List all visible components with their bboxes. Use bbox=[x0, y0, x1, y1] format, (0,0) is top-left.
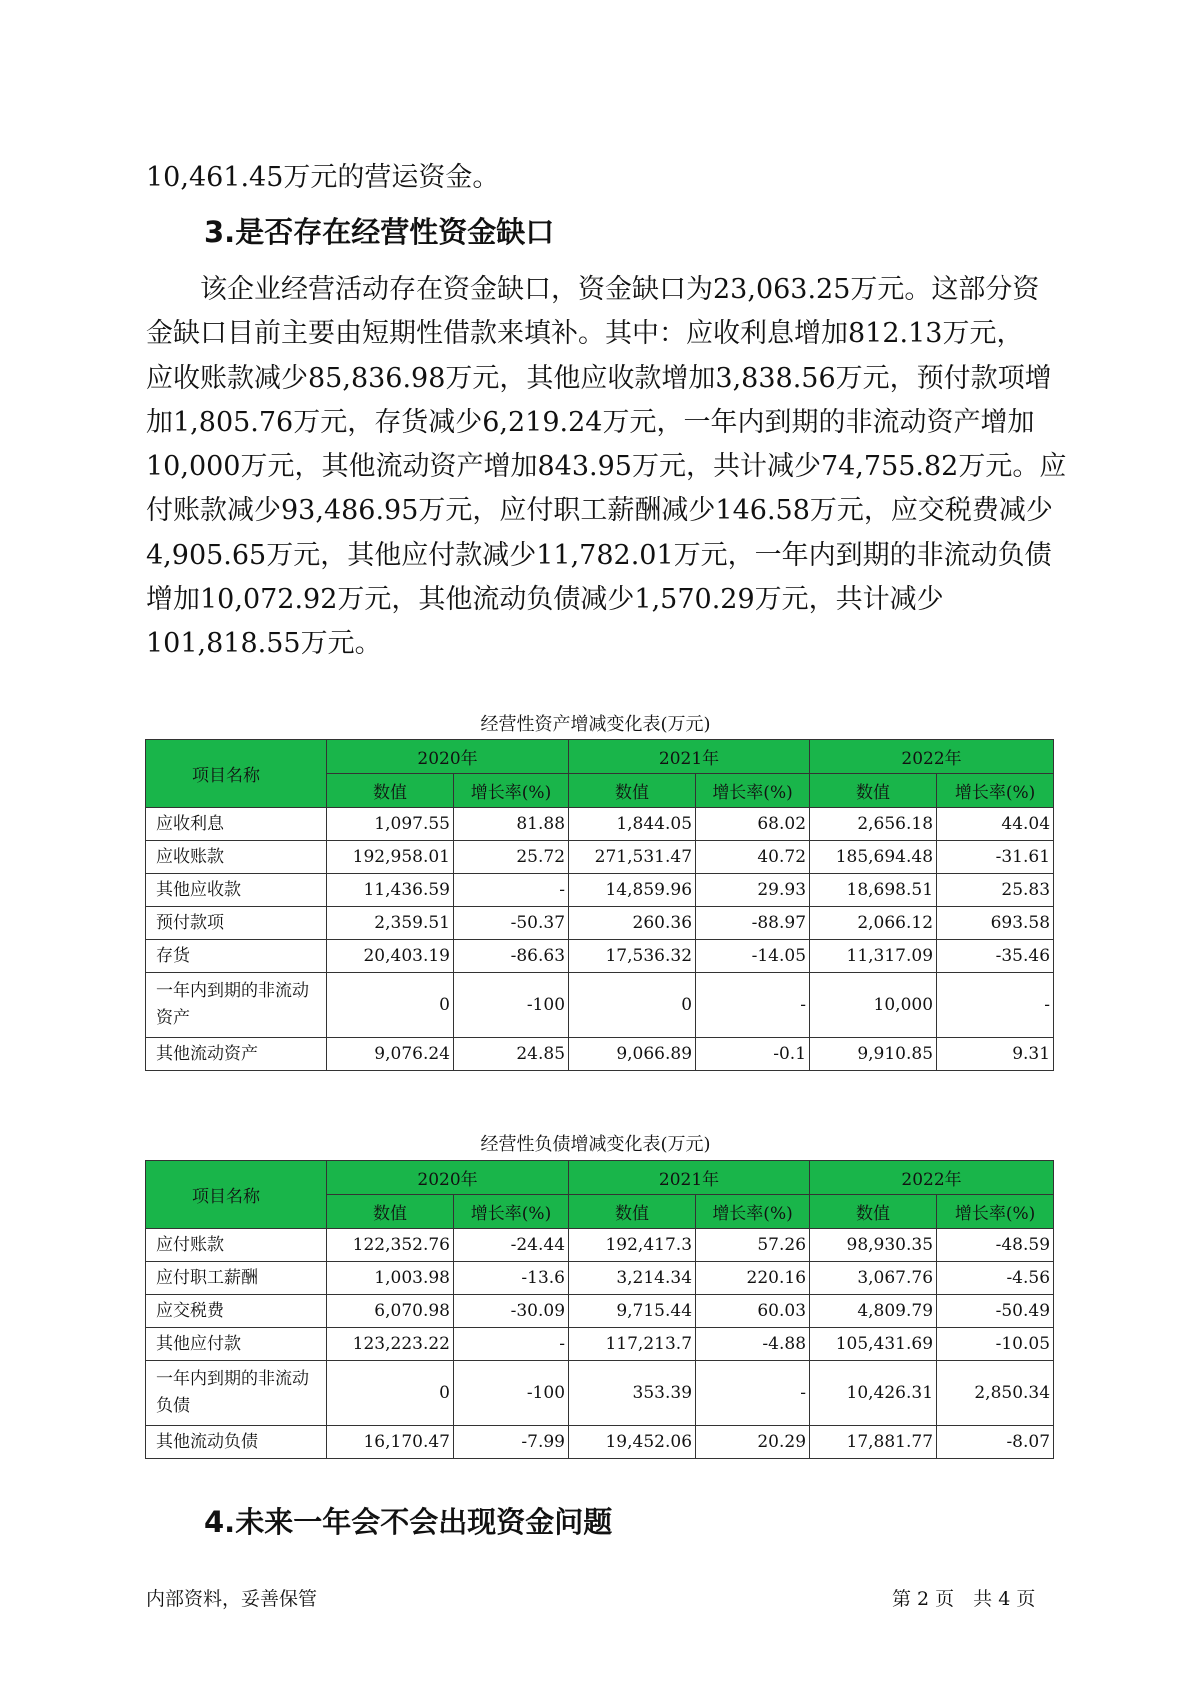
growth-rate-cell: 24.85 bbox=[454, 1038, 569, 1071]
section3-line: 101,818.55万元。 bbox=[146, 628, 382, 660]
value-cell: 192,958.01 bbox=[327, 841, 454, 874]
table-row bbox=[146, 1328, 1054, 1361]
section3-line: 应收账款减少85,836.98万元，其他应收款增加3,838.56万元，预付款项增 bbox=[146, 362, 1052, 394]
table-row bbox=[146, 1038, 1054, 1071]
growth-header: 增长率(%) bbox=[937, 1195, 1054, 1229]
value-cell: 9,910.85 bbox=[810, 1038, 937, 1071]
growth-rate-cell: -7.99 bbox=[454, 1426, 569, 1459]
asset-table bbox=[145, 739, 1054, 1071]
growth-header: 增长率(%) bbox=[454, 1195, 569, 1229]
asset-table-title: 经营性资产增减变化表(万元) bbox=[480, 714, 711, 735]
growth-rate-cell: 44.04 bbox=[937, 808, 1054, 841]
growth-rate-cell: 25.72 bbox=[454, 841, 569, 874]
value-cell: 14,859.96 bbox=[569, 874, 696, 907]
growth-header: 增长率(%) bbox=[696, 774, 810, 808]
growth-rate-cell: -30.09 bbox=[454, 1295, 569, 1328]
section3-line: 加1,805.76万元，存货减少6,219.24万元，一年内到期的非流动资产增加 bbox=[146, 406, 1035, 438]
growth-rate-cell: 220.16 bbox=[696, 1262, 810, 1295]
table-row bbox=[146, 940, 1054, 973]
table-row bbox=[146, 907, 1054, 940]
growth-rate-cell: -8.07 bbox=[937, 1426, 1054, 1459]
section3-line: 该企业经营活动存在资金缺口，资金缺口为23,063.25万元。这部分资 bbox=[146, 274, 1040, 305]
value-cell: 185,694.48 bbox=[810, 841, 937, 874]
value-cell: 2,359.51 bbox=[327, 907, 454, 940]
growth-rate-cell: - bbox=[454, 874, 569, 907]
growth-rate-cell: 40.72 bbox=[696, 841, 810, 874]
value-cell: 20,403.19 bbox=[327, 940, 454, 973]
growth-rate-cell: - bbox=[454, 1328, 569, 1361]
growth-rate-cell: 29.93 bbox=[696, 874, 810, 907]
table-row bbox=[146, 1295, 1054, 1328]
growth-rate-cell: 81.88 bbox=[454, 808, 569, 841]
value-cell: 0 bbox=[327, 1361, 454, 1426]
row-name-cell: 其他流动资产 bbox=[146, 1038, 327, 1071]
value-header: 数值 bbox=[569, 1195, 696, 1229]
table-row bbox=[146, 1361, 1054, 1426]
growth-rate-cell: -13.6 bbox=[454, 1262, 569, 1295]
section4-heading: 4.未来一年会不会出现资金问题 bbox=[204, 1505, 613, 1539]
liability-table-title: 经营性负债增减变化表(万元) bbox=[480, 1134, 711, 1155]
value-cell: 1,097.55 bbox=[327, 808, 454, 841]
value-cell: 123,223.22 bbox=[327, 1328, 454, 1361]
growth-rate-cell: -4.88 bbox=[696, 1328, 810, 1361]
row-name-cell: 应付职工薪酬 bbox=[146, 1262, 327, 1295]
table-row bbox=[146, 1426, 1054, 1459]
growth-rate-cell: -10.05 bbox=[937, 1328, 1054, 1361]
value-cell: 2,066.12 bbox=[810, 907, 937, 940]
value-cell: 19,452.06 bbox=[569, 1426, 696, 1459]
row-name-cell: 应交税费 bbox=[146, 1295, 327, 1328]
year-header: 2022年 bbox=[810, 1161, 1054, 1195]
growth-rate-cell: -48.59 bbox=[937, 1229, 1054, 1262]
growth-rate-cell: -50.37 bbox=[454, 907, 569, 940]
name-header: 项目名称 bbox=[146, 1161, 327, 1229]
name-header: 项目名称 bbox=[146, 740, 327, 808]
value-header: 数值 bbox=[569, 774, 696, 808]
table-row bbox=[146, 874, 1054, 907]
table-row bbox=[146, 973, 1054, 1038]
value-cell: 3,214.34 bbox=[569, 1262, 696, 1295]
year-header: 2021年 bbox=[569, 740, 810, 774]
value-cell: 6,070.98 bbox=[327, 1295, 454, 1328]
table-row bbox=[146, 1262, 1054, 1295]
table-row bbox=[146, 1229, 1054, 1262]
growth-rate-cell: 25.83 bbox=[937, 874, 1054, 907]
value-cell: 11,317.09 bbox=[810, 940, 937, 973]
row-name-cell: 应收账款 bbox=[146, 841, 327, 874]
growth-rate-cell: 693.58 bbox=[937, 907, 1054, 940]
growth-rate-cell: - bbox=[696, 973, 810, 1038]
growth-rate-cell: -4.56 bbox=[937, 1262, 1054, 1295]
growth-rate-cell: -100 bbox=[454, 973, 569, 1038]
value-cell: 11,436.59 bbox=[327, 874, 454, 907]
growth-rate-cell: 9.31 bbox=[937, 1038, 1054, 1071]
value-cell: 0 bbox=[569, 973, 696, 1038]
section3-line: 金缺口目前主要由短期性借款来填补。其中：应收利息增加812.13万元， bbox=[146, 318, 1024, 350]
value-cell: 105,431.69 bbox=[810, 1328, 937, 1361]
value-header: 数值 bbox=[327, 774, 454, 808]
value-header: 数值 bbox=[810, 774, 937, 808]
growth-rate-cell: -35.46 bbox=[937, 940, 1054, 973]
footer-confidential: 内部资料，妥善保管 bbox=[146, 1588, 318, 1610]
liability-table bbox=[145, 1160, 1054, 1459]
year-header: 2020年 bbox=[327, 740, 569, 774]
table-row bbox=[146, 808, 1054, 841]
footer-page-number: 第 2 页 共 4 页 bbox=[892, 1588, 1036, 1610]
liability-table-body bbox=[146, 1229, 1054, 1459]
value-cell: 117,213.7 bbox=[569, 1328, 696, 1361]
growth-rate-cell: 57.26 bbox=[696, 1229, 810, 1262]
growth-rate-cell: -0.1 bbox=[696, 1038, 810, 1071]
year-header: 2021年 bbox=[569, 1161, 810, 1195]
growth-rate-cell: - bbox=[937, 973, 1054, 1038]
intro-line: 10,461.45万元的营运资金。 bbox=[146, 162, 500, 193]
growth-rate-cell: -100 bbox=[454, 1361, 569, 1426]
growth-rate-cell: -14.05 bbox=[696, 940, 810, 973]
growth-header: 增长率(%) bbox=[937, 774, 1054, 808]
asset-table-body bbox=[146, 808, 1054, 1071]
value-cell: 10,000 bbox=[810, 973, 937, 1038]
value-cell: 1,844.05 bbox=[569, 808, 696, 841]
growth-rate-cell: -86.63 bbox=[454, 940, 569, 973]
value-cell: 9,076.24 bbox=[327, 1038, 454, 1071]
growth-rate-cell: - bbox=[696, 1361, 810, 1426]
section3-heading: 3.是否存在经营性资金缺口 bbox=[204, 215, 555, 249]
value-cell: 260.36 bbox=[569, 907, 696, 940]
value-cell: 4,809.79 bbox=[810, 1295, 937, 1328]
year-header: 2020年 bbox=[327, 1161, 569, 1195]
growth-rate-cell: 68.02 bbox=[696, 808, 810, 841]
value-cell: 98,930.35 bbox=[810, 1229, 937, 1262]
growth-header: 增长率(%) bbox=[696, 1195, 810, 1229]
table-row bbox=[146, 841, 1054, 874]
section3-body bbox=[146, 268, 1067, 667]
growth-rate-cell: -24.44 bbox=[454, 1229, 569, 1262]
value-cell: 16,170.47 bbox=[327, 1426, 454, 1459]
value-cell: 0 bbox=[327, 973, 454, 1038]
section3-line: 4,905.65万元，其他应付款减少11,782.01万元，一年内到期的非流动负债 bbox=[146, 539, 1052, 571]
value-cell: 17,881.77 bbox=[810, 1426, 937, 1459]
value-cell: 122,352.76 bbox=[327, 1229, 454, 1262]
row-name-cell: 其他应收款 bbox=[146, 874, 327, 907]
value-cell: 10,426.31 bbox=[810, 1361, 937, 1426]
row-name-cell: 一年内到期的非流动负债 bbox=[146, 1361, 327, 1426]
section3-line: 增加10,072.92万元，其他流动负债减少1,570.29万元，共计减少 bbox=[146, 584, 944, 616]
value-cell: 1,003.98 bbox=[327, 1262, 454, 1295]
row-name-cell: 存货 bbox=[146, 940, 327, 973]
section3-line: 付账款减少93,486.95万元，应付职工薪酬减少146.58万元，应交税费减少 bbox=[146, 495, 1053, 527]
value-cell: 2,656.18 bbox=[810, 808, 937, 841]
growth-rate-cell: -50.49 bbox=[937, 1295, 1054, 1328]
growth-rate-cell: -88.97 bbox=[696, 907, 810, 940]
row-name-cell: 其他应付款 bbox=[146, 1328, 327, 1361]
row-name-cell: 一年内到期的非流动资产 bbox=[146, 973, 327, 1038]
value-cell: 17,536.32 bbox=[569, 940, 696, 973]
value-cell: 18,698.51 bbox=[810, 874, 937, 907]
growth-rate-cell: 60.03 bbox=[696, 1295, 810, 1328]
value-cell: 271,531.47 bbox=[569, 841, 696, 874]
year-header: 2022年 bbox=[810, 740, 1054, 774]
row-name-cell: 应付账款 bbox=[146, 1229, 327, 1262]
row-name-cell: 预付款项 bbox=[146, 907, 327, 940]
value-cell: 9,066.89 bbox=[569, 1038, 696, 1071]
value-header: 数值 bbox=[327, 1195, 454, 1229]
value-header: 数值 bbox=[810, 1195, 937, 1229]
value-cell: 9,715.44 bbox=[569, 1295, 696, 1328]
section3-line: 10,000万元，其他流动资产增加843.95万元，共计减少74,755.82万元。应 bbox=[146, 451, 1067, 483]
growth-rate-cell: 20.29 bbox=[696, 1426, 810, 1459]
growth-rate-cell: 2,850.34 bbox=[937, 1361, 1054, 1426]
growth-header: 增长率(%) bbox=[454, 774, 569, 808]
row-name-cell: 其他流动负债 bbox=[146, 1426, 327, 1459]
row-name-cell: 应收利息 bbox=[146, 808, 327, 841]
value-cell: 192,417.3 bbox=[569, 1229, 696, 1262]
growth-rate-cell: -31.61 bbox=[937, 841, 1054, 874]
value-cell: 3,067.76 bbox=[810, 1262, 937, 1295]
value-cell: 353.39 bbox=[569, 1361, 696, 1426]
